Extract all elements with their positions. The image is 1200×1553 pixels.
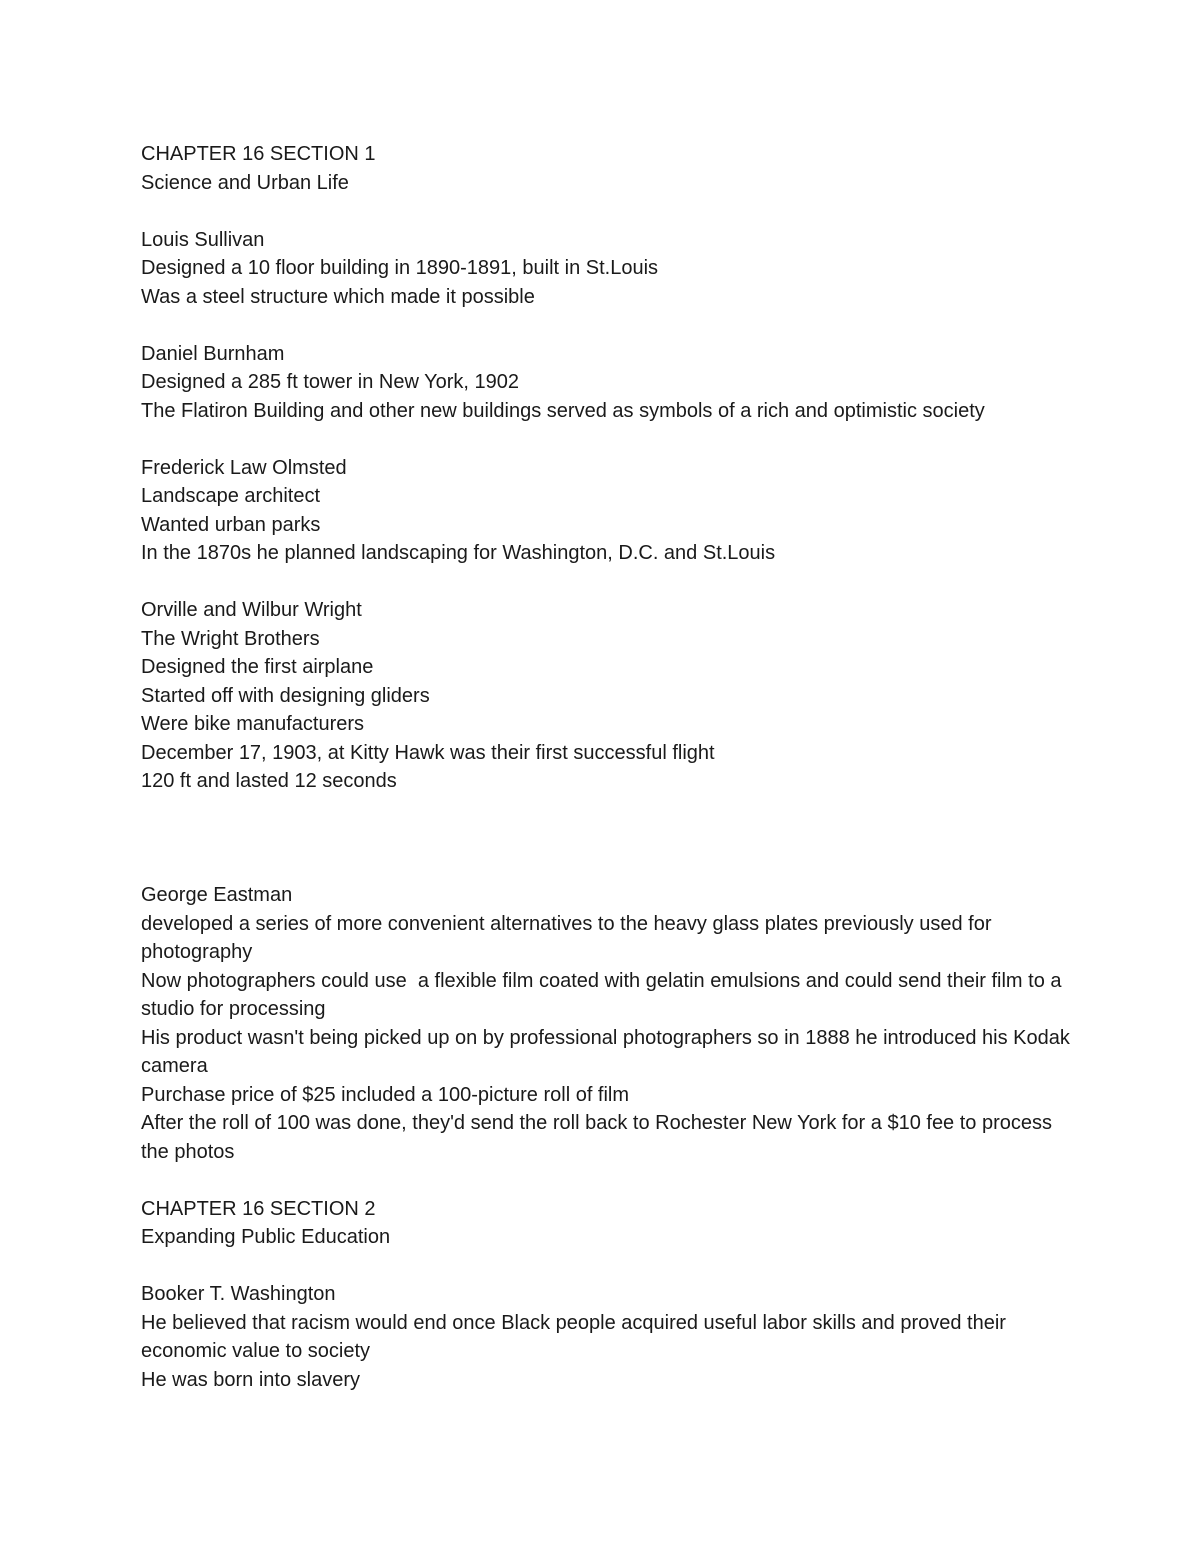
olmsted-note: In the 1870s he planned landscaping for Washington, D.C. and St.Louis (141, 542, 776, 564)
eastman-note: After the roll of 100 was done, they'd send the roll back to Rochester New York for a $10 fee to process the photos (141, 1112, 1058, 1163)
spacer (141, 824, 1076, 853)
section-1-heading: CHAPTER 16 SECTION 1 (141, 143, 376, 165)
eastman-note: developed a series of more convenient alternatives to the heavy glass plates previously used for photography (141, 912, 998, 963)
eastman-name: George Eastman (141, 884, 293, 906)
wright-note: Were bike manufacturers (141, 713, 365, 735)
eastman-note: Purchase price of $25 included a 100-picture roll of film (141, 1083, 630, 1106)
wright-note: Started off with designing gliders (141, 684, 430, 707)
burnham-name: Daniel Burnham (141, 342, 285, 365)
burnham-note: Designed a 285 ft tower in New York, 1902 (141, 371, 520, 393)
wright-note: December 17, 1903, at Kitty Hawk was their first successful flight (141, 741, 715, 764)
olmsted-note: Wanted urban parks (141, 513, 321, 536)
olmsted-note: Landscape architect (141, 485, 321, 507)
washington-note: He was born into slavery (141, 1368, 360, 1391)
wright-note: 120 ft and lasted 12 seconds (141, 770, 397, 792)
section-2-subheading: Expanding Public Education (141, 1226, 391, 1248)
wright-note: Designed the first airplane (141, 656, 374, 678)
spacer (141, 425, 1076, 454)
spacer (141, 311, 1076, 340)
sullivan-note: Designed a 10 floor building in 1890-1891, built in St.Louis (141, 257, 659, 279)
eastman-note: Now photographers could use a flexible film coated with gelatin emulsions and could send their film to a studio for processing (141, 969, 1068, 1020)
document-page (141, 140, 1076, 1394)
washington-note: He believed that racism would end once Black people acquired useful labor skills and proved their economic value to society (141, 1311, 1012, 1362)
section-1-subheading: Science and Urban Life (141, 171, 349, 194)
spacer (141, 853, 1076, 882)
section-2-heading: CHAPTER 16 SECTION 2 (141, 1197, 376, 1220)
washington-name: Booker T. Washington (141, 1283, 336, 1305)
eastman-note: His product wasn't being picked up on by professional photographers so in 1888 he introduced his Kodak camera (141, 1026, 1076, 1077)
spacer (141, 568, 1076, 597)
olmsted-name: Frederick Law Olmsted (141, 456, 347, 479)
spacer (141, 1252, 1076, 1281)
burnham-note: The Flatiron Building and other new buildings served as symbols of a rich and optimistic society (141, 399, 985, 422)
wright-note: The Wright Brothers (141, 627, 320, 650)
sullivan-note: Was a steel structure which made it possible (141, 285, 535, 308)
spacer (141, 796, 1076, 825)
spacer (141, 197, 1076, 226)
sullivan-name: Louis Sullivan (141, 228, 265, 251)
spacer (141, 1166, 1076, 1195)
wright-name: Orville and Wilbur Wright (141, 599, 362, 621)
